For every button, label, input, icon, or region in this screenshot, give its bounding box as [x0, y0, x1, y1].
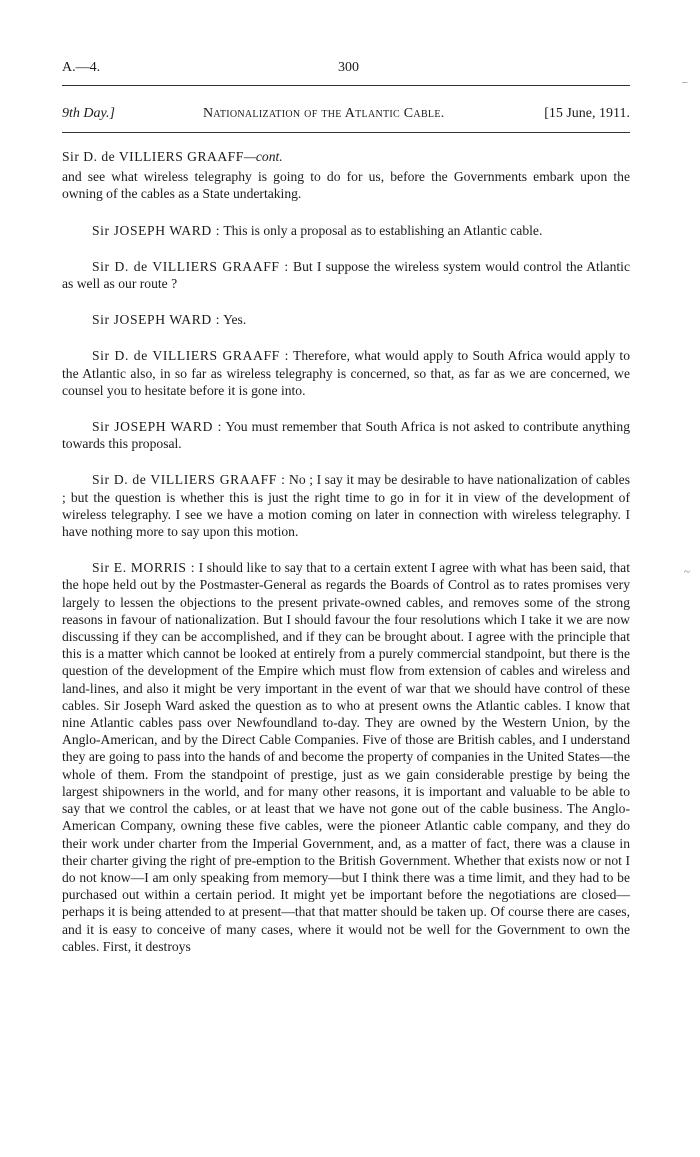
paragraph: [62, 347, 630, 399]
speaker-name: Sir JOSEPH WARD :: [92, 312, 221, 328]
page-top-line: [62, 60, 630, 80]
speaker-name: Sir D. de VILLIERS GRAAFF :: [92, 472, 286, 488]
paragraph: [62, 168, 630, 202]
speaker-name: Sir D. de VILLIERS GRAAFF :: [92, 348, 289, 364]
section-title: Nationalization of the Atlantic Cable.: [203, 106, 445, 121]
document-reference: A.—4.: [62, 60, 101, 75]
document-page: [62, 60, 630, 954]
page-number: 300: [338, 60, 359, 75]
paragraph: [62, 418, 630, 452]
paragraph-text: But I suppose the wireless system would control the Atlantic as well as our route ?: [62, 258, 630, 292]
continuation-speaker: Sir D. de VILLIERS GRAAFF: [62, 149, 244, 164]
paragraph: [62, 258, 630, 292]
continuation-suffix: —cont.: [243, 149, 283, 164]
paragraph-text: and see what wireless telegraphy is going to do for us, before the Governments embark upon the owning of the cables as a State undertaking.: [62, 169, 630, 202]
transcript-body: [62, 148, 630, 974]
header-rule: [62, 132, 630, 133]
margin-mark-middle: ~: [684, 566, 690, 578]
speaker-name: Sir JOSEPH WARD :: [92, 222, 221, 238]
paragraph: [62, 471, 630, 540]
sitting-date: [15 June, 1911.: [544, 106, 630, 121]
paragraph-text: No ; I say it may be desirable to have nationalization of cables ; but the question is whether this is just the right time to go in for it in view of the development of wireless telegraphy. I see we have a motion coming on later in connection with wireless telegraphy. I have nothing more to say upon this motion.: [62, 472, 630, 540]
paragraph-text: Therefore, what would apply to South Africa would apply to the Atlantic also, in so far as wireless telegraphy is concerned, so that, as far as we are concerned, we counsel you to hesitate before it is gone into.: [62, 348, 630, 398]
paragraph-text: I should like to say that to a certain extent I agree with what has been said, that the hope held out by the Postmaster-General as regards the Boards of Control as to rates promises very largely to lessen the objections to the present private-owned cables, and removes some of the strong reasons in favour of nationalization. But I should favour the four resolutions which I take it we are now discussing if they can be accomplished, and if they can be brought about. I agree with the principle that this is a matter which cannot be looked at entirely from a purely commercial standpoint, but there is the question of the development of the Empire which must flow from extension of cables and wireless and land-lines, and also it might be very important in the event of war that we should have control of these cables. Sir Joseph Ward asked the question as to who at present owns the Atlantic cables. I know that nine Atlantic cables pass over Newfoundland to-day. They are owned by the Western Union, by the Anglo-American, and by the Direct Cable Companies. Five of those are British cables, and I understand they are going to pass into the hands of and become the property of companies in the United States—the whole of them. From the standpoint of prestige, just as we gain considerable prestige by being the largest shipowners in the world, and for many other reasons, it is important and valuable to be able to say that we control the cables, or at least that we have not gone out of the cable business. The Anglo-American Company, owning these five cables, were the pioneer Atlantic cable company, and they do their work under charter from the Imperial Government, and, as a matter of fact, there was a clause in their charter giving the right of pre-emption to the British Government. Whether that exists now or not I do not know—I am only speaking from memory—but I think there was a time limit, and they had to be purchased out within a certain period. It might yet be important before the negotiations are closed—perhaps it is being attended to at present—that that matter should be taken up. Of course there are cases, and it is easy to conceive of many cases, where it would not be well for the Government to own the cables. First, it destroys: [62, 560, 630, 954]
speaker-name: Sir D. de VILLIERS GRAAFF :: [92, 258, 289, 274]
paragraph-text: You must remember that South Africa is not asked to contribute anything towards this proposal.: [62, 419, 630, 452]
paragraph-text: Yes.: [220, 312, 247, 328]
speaker-name: Sir JOSEPH WARD :: [92, 419, 223, 435]
continuation-heading: [62, 148, 630, 165]
running-header: [62, 106, 630, 126]
paragraph: [62, 222, 630, 239]
margin-mark-top: ‒: [682, 76, 688, 88]
paragraph: [62, 311, 630, 328]
top-rule: [62, 85, 630, 86]
paragraph-text: This is only a proposal as to establishing an Atlantic cable.: [220, 222, 543, 238]
paragraph: [62, 559, 630, 955]
speaker-name: Sir E. MORRIS :: [92, 560, 196, 576]
sitting-day: 9th Day.]: [62, 106, 115, 121]
